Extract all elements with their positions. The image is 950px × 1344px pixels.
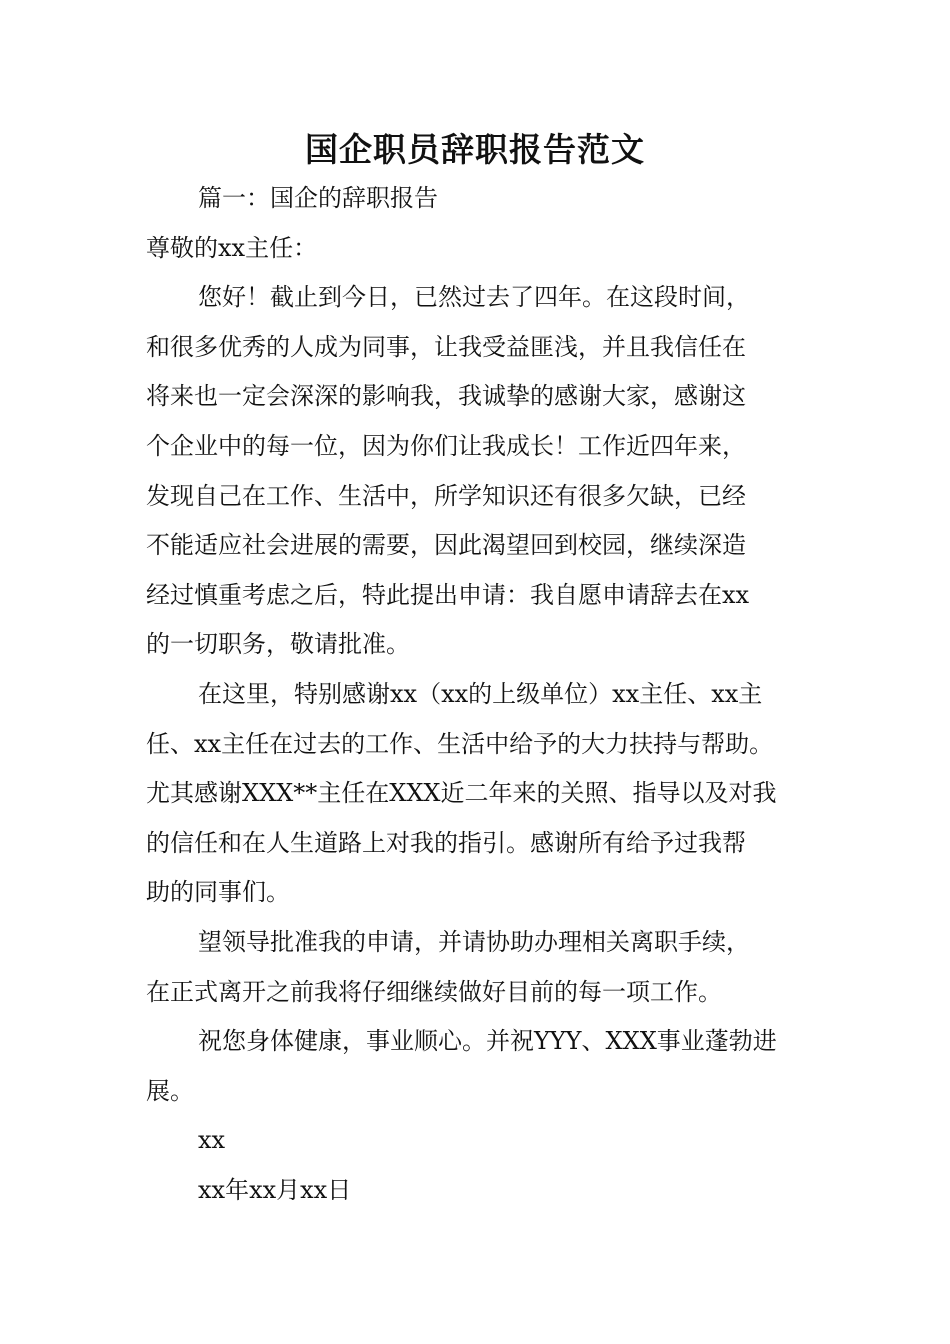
paragraph-line: 在正式离开之前我将仔细继续做好目前的每一项工作。	[146, 977, 722, 1006]
paragraph-line: 的一切职务，敬请批准。	[146, 630, 410, 659]
paragraph-line: 和很多优秀的人成为同事，让我受益匪浅，并且我信任在	[146, 332, 746, 361]
section-heading: 篇一：国企的辞职报告	[198, 184, 438, 212]
paragraph-line: 个企业中的每一位，因为你们让我成长！工作近四年来，	[146, 431, 746, 460]
signature-name: xx	[198, 1126, 226, 1155]
paragraph-line: 经过慎重考虑之后，特此提出申请：我自愿申请辞去在xx	[146, 580, 750, 609]
paragraph-line: 助的同事们。	[146, 878, 290, 907]
paragraph-line: 您好！截止到今日，已然过去了四年。在这段时间，	[198, 283, 750, 312]
document-body	[146, 174, 810, 1215]
paragraph-line: 发现自己在工作、生活中，所学知识还有很多欠缺，已经	[146, 481, 746, 510]
paragraph-line: 祝您身体健康，事业顺心。并祝YYY、XXX事业蓬勃进	[198, 1027, 777, 1056]
paragraph-line: 将来也一定会深深的影响我，我诚挚的感谢大家，感谢这	[146, 382, 746, 411]
document-title: 国企职员辞职报告范文	[305, 130, 645, 169]
paragraph-line: 在这里，特别感谢xx（xx的上级单位）xx主任、xx主	[198, 679, 763, 708]
paragraph-line: 展。	[146, 1076, 194, 1105]
paragraph-line: 的信任和在人生道路上对我的指引。感谢所有给予过我帮	[146, 828, 746, 857]
paragraph-line: 望领导批准我的申请，并请协助办理相关离职手续，	[198, 927, 750, 956]
salutation: 尊敬的xx主任：	[146, 233, 318, 262]
signature-date: xx年xx月xx日	[198, 1175, 352, 1204]
paragraph-line: 尤其感谢XXX**主任在XXX近二年来的关照、指导以及对我	[146, 779, 777, 808]
paragraph-line: 任、xx主任在过去的工作、生活中给予的大力扶持与帮助。	[146, 729, 774, 758]
paragraph-line: 不能适应社会进展的需要，因此渴望回到校园，继续深造	[146, 531, 746, 560]
